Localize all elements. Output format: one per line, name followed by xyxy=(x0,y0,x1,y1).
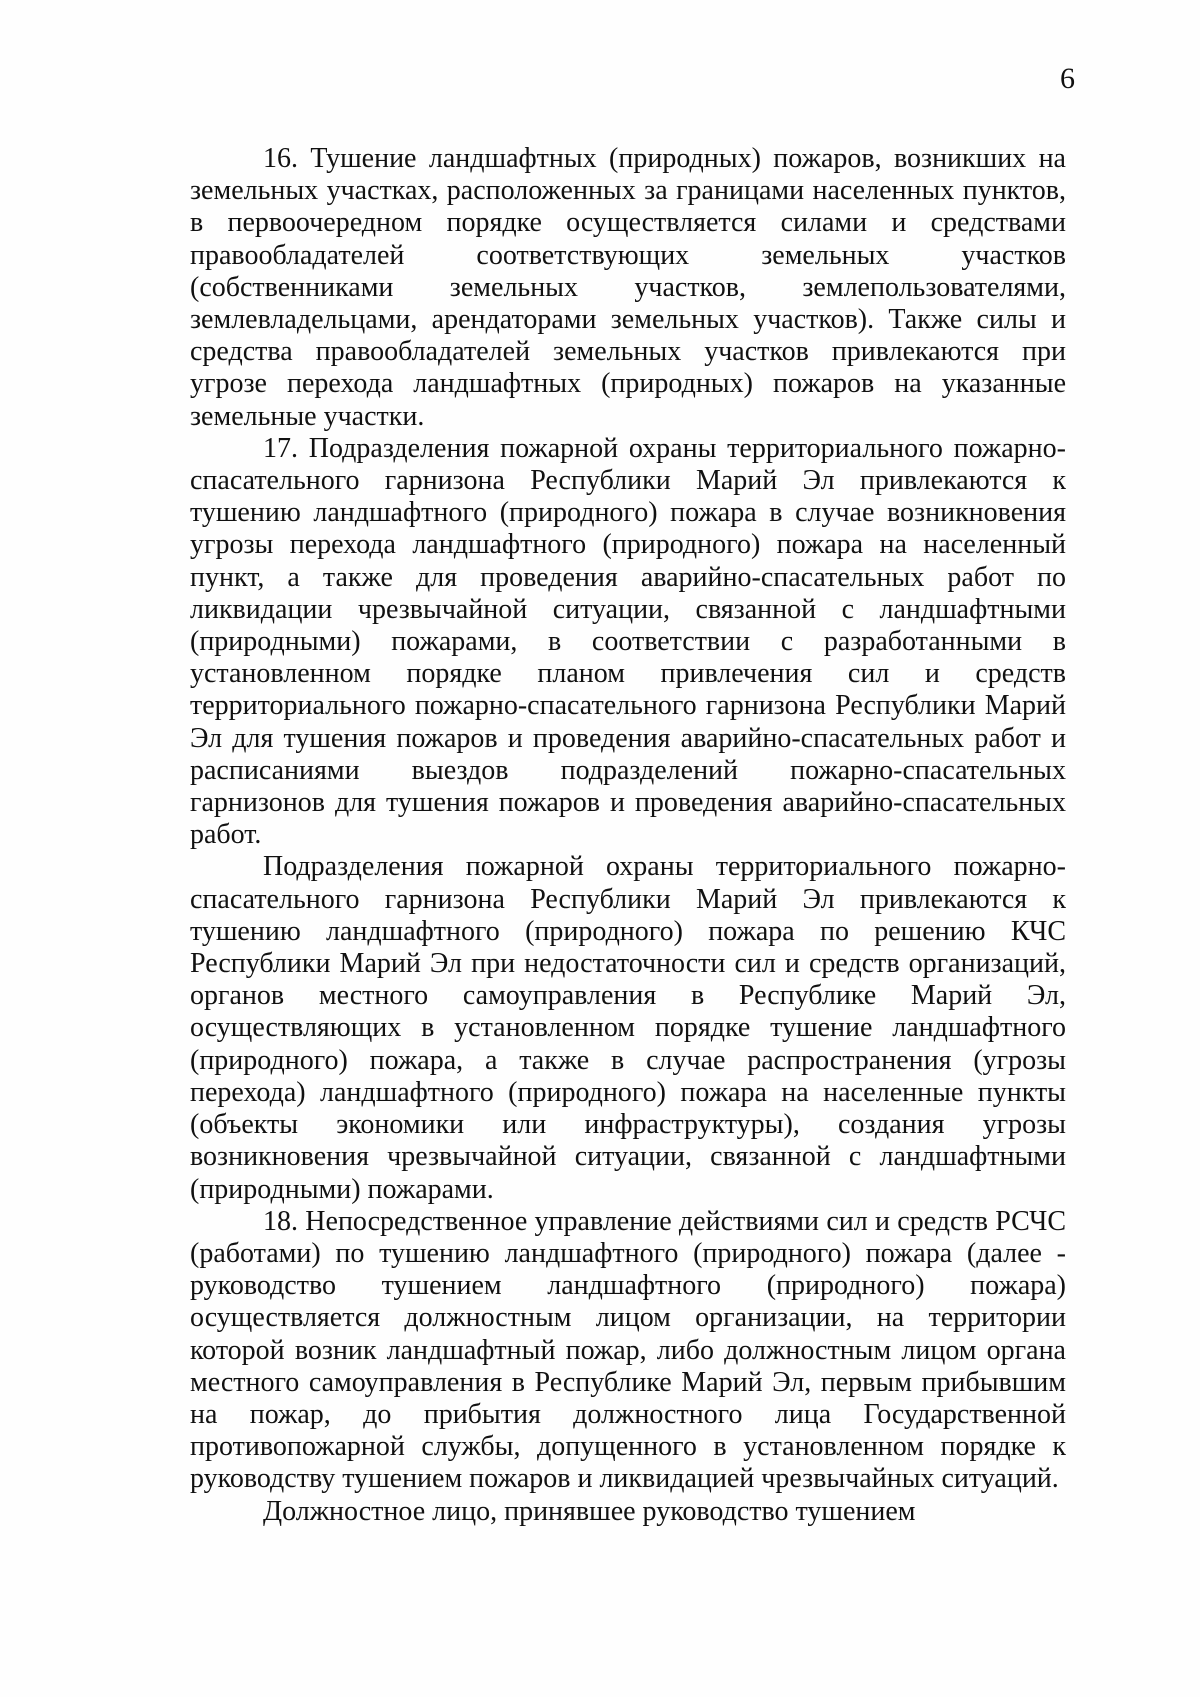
paragraph-17-continued: Подразделения пожарной охраны территориального пожарно-спасательного гарнизона Республики Марий Эл привлекаются к тушению ландшафтного (природного) пожара по решению КЧС Республики Марий Эл при недостаточности сил и средств организаций, органов местного самоуправления в Республике Марий Эл, осуществляющих в установленном порядке тушение ландшафтного (природного) пожара, а также в случае распространения (угрозы перехода) ландшафтного (природного) пожара на населенные пункты (объекты экономики или инфраструктуры), создания угрозы возникновения чрезвычайной ситуации, связанной с ландшафтными (природными) пожарами. xyxy=(190,851,1066,1205)
paragraph-18: 18. Непосредственное управление действиями сил и средств РСЧС (работами) по тушению ландшафтного (природного) пожара (далее - руководство тушением ландшафтного (природного) пожара) осуществляется должностным лицом организации, на территории которой возник ландшафтный пожар, либо должностным лицом органа местного самоуправления в Республике Марий Эл, первым прибывшим на пожар, до прибытия должностного лица Государственной противопожарной службы, допущенного в установленном порядке к руководству тушением пожаров и ликвидацией чрезвычайных ситуаций. xyxy=(190,1205,1066,1495)
document-body xyxy=(190,143,1066,1528)
paragraph-17: 17. Подразделения пожарной охраны территориального пожарно-спасательного гарнизона Республики Марий Эл привлекаются к тушению ландшафтного (природного) пожара в случае возникновения угрозы перехода ландшафтного (природного) пожара на населенный пункт, а также для проведения аварийно-спасательных работ по ликвидации чрезвычайной ситуации, связанной с ландшафтными (природными) пожарами, в соответствии с разработанными в установленном порядке планом привлечения сил и средств территориального пожарно-спасательного гарнизона Республики Марий Эл для тушения пожаров и проведения аварийно-спасательных работ и расписаниями выездов подразделений пожарно-спасательных гарнизонов для тушения пожаров и проведения аварийно-спасательных работ. xyxy=(190,432,1066,851)
page-number: 6 xyxy=(1060,62,1075,95)
paragraph-16: 16. Тушение ландшафтных (природных) пожаров, возникших на земельных участках, расположенных за границами населенных пунктов, в первоочередном порядке осуществляется силами и средствами правообладателей соответствующих земельных участков (собственниками земельных участков, землепользователями, землевладельцами, арендаторами земельных участков). Также силы и средства правообладателей земельных участков привлекаются при угрозе перехода ландшафтных (природных) пожаров на указанные земельные участки. xyxy=(190,143,1066,432)
paragraph-18-continued: Должностное лицо, принявшее руководство тушением xyxy=(263,1495,916,1527)
